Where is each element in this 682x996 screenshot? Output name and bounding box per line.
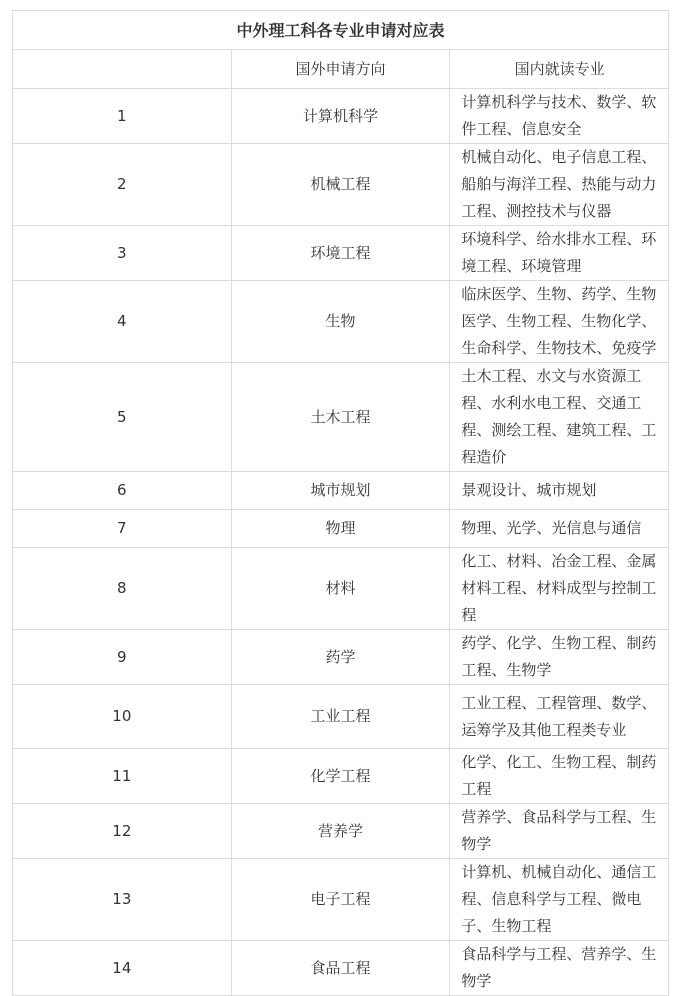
row-index: 8: [13, 548, 232, 630]
row-index: 9: [13, 630, 232, 685]
table-row: [13, 89, 669, 144]
header-row: [13, 50, 669, 89]
row-direction: 电子工程: [231, 859, 450, 941]
row-index: 6: [13, 472, 232, 510]
table-row: [13, 281, 669, 363]
row-direction: 材料: [231, 548, 450, 630]
row-index: 10: [13, 685, 232, 749]
row-direction: 化学工程: [231, 749, 450, 804]
row-direction: 工业工程: [231, 685, 450, 749]
row-direction: 食品工程: [231, 941, 450, 996]
table-row: [13, 510, 669, 548]
row-direction: 物理: [231, 510, 450, 548]
table-row: [13, 144, 669, 226]
row-major: 土木工程、水文与水资源工程、水利水电工程、交通工程、测绘工程、建筑工程、工程造价: [450, 363, 669, 472]
table-row: [13, 859, 669, 941]
row-direction: 环境工程: [231, 226, 450, 281]
row-major: 物理、光学、光信息与通信: [450, 510, 669, 548]
row-major: 环境科学、给水排水工程、环境工程、环境管理: [450, 226, 669, 281]
row-direction: 土木工程: [231, 363, 450, 472]
row-direction: 计算机科学: [231, 89, 450, 144]
header-direction: 国外申请方向: [231, 50, 450, 89]
table-row: [13, 685, 669, 749]
table-row: [13, 749, 669, 804]
row-index: 4: [13, 281, 232, 363]
row-major: 机械自动化、电子信息工程、船舶与海洋工程、热能与动力工程、测控技术与仪器: [450, 144, 669, 226]
row-index: 2: [13, 144, 232, 226]
header-index: [13, 50, 232, 89]
row-index: 12: [13, 804, 232, 859]
row-direction: 机械工程: [231, 144, 450, 226]
row-major: 工业工程、工程管理、数学、运筹学及其他工程类专业: [450, 685, 669, 749]
table-row: [13, 804, 669, 859]
row-index: 5: [13, 363, 232, 472]
table-row: [13, 941, 669, 996]
row-major: 景观设计、城市规划: [450, 472, 669, 510]
table-row: [13, 548, 669, 630]
title-row: [13, 11, 669, 50]
table-row: [13, 472, 669, 510]
row-index: 3: [13, 226, 232, 281]
row-direction: 生物: [231, 281, 450, 363]
row-major: 营养学、食品科学与工程、生物学: [450, 804, 669, 859]
row-direction: 药学: [231, 630, 450, 685]
row-major: 计算机科学与技术、数学、软件工程、信息安全: [450, 89, 669, 144]
major-mapping-table: [12, 10, 669, 996]
table-title: 中外理工科各专业申请对应表: [13, 11, 669, 50]
table-row: [13, 226, 669, 281]
table-row: [13, 363, 669, 472]
row-major: 药学、化学、生物工程、制药工程、生物学: [450, 630, 669, 685]
header-major: 国内就读专业: [450, 50, 669, 89]
row-direction: 营养学: [231, 804, 450, 859]
row-major: 计算机、机械自动化、通信工程、信息科学与工程、微电子、生物工程: [450, 859, 669, 941]
row-index: 11: [13, 749, 232, 804]
row-major: 化工、材料、冶金工程、金属材料工程、材料成型与控制工程: [450, 548, 669, 630]
row-major: 食品科学与工程、营养学、生物学: [450, 941, 669, 996]
row-index: 14: [13, 941, 232, 996]
row-direction: 城市规划: [231, 472, 450, 510]
row-major: 临床医学、生物、药学、生物医学、生物工程、生物化学、生命科学、生物技术、免疫学: [450, 281, 669, 363]
row-index: 13: [13, 859, 232, 941]
row-major: 化学、化工、生物工程、制药工程: [450, 749, 669, 804]
table-row: [13, 630, 669, 685]
row-index: 1: [13, 89, 232, 144]
row-index: 7: [13, 510, 232, 548]
